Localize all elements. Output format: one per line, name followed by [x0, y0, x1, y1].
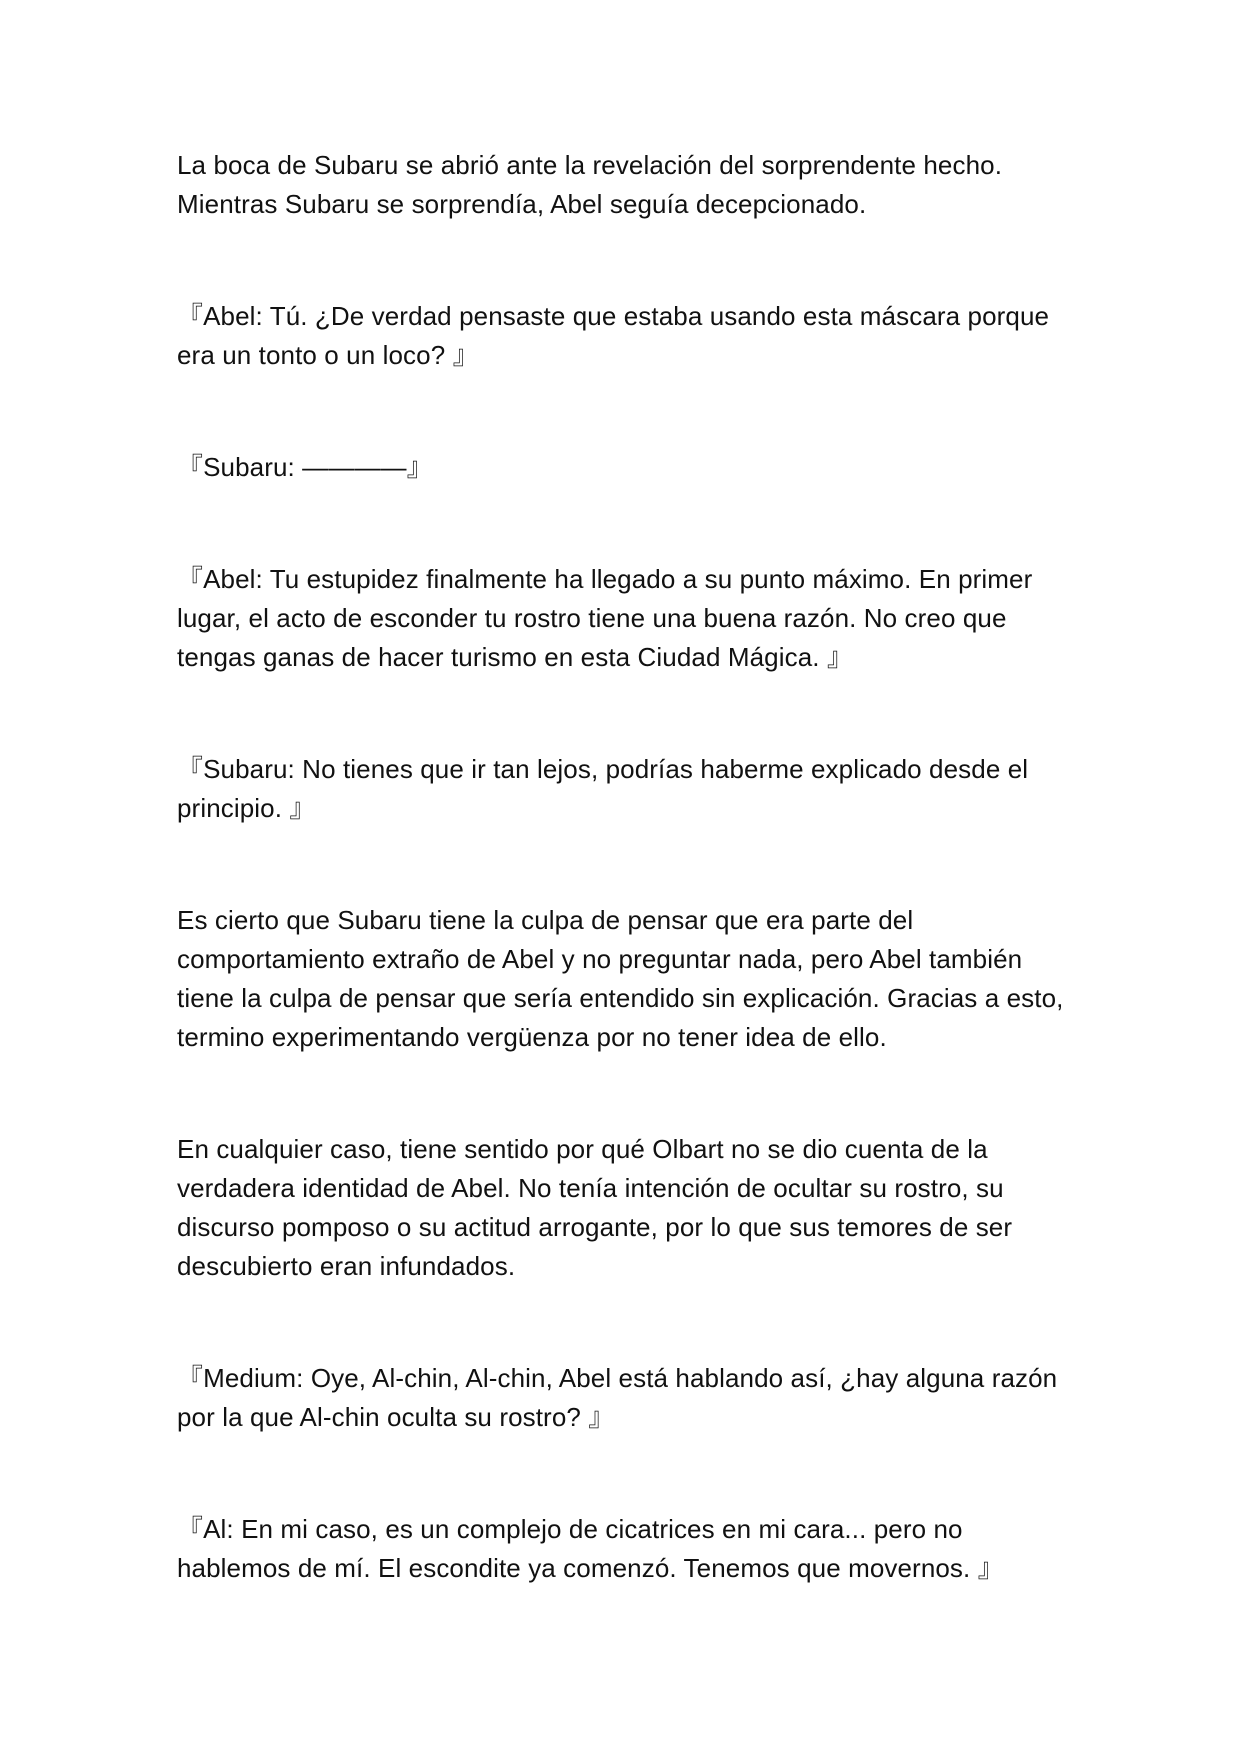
paragraph-spacer: [177, 1286, 1077, 1359]
paragraph-spacer: [177, 1437, 1077, 1510]
paragraph-spacer: [177, 224, 1077, 297]
dialogue-abel: 『Abel: Tú. ¿De verdad pensaste que estaba usando esta máscara porque era un tonto o un loco? 』: [177, 301, 1050, 370]
dialogue-subaru: 『Subaru: No tienes que ir tan lejos, podrías haberme explicado desde el principio. 』: [177, 754, 1029, 823]
dialogue-abel: 『Abel: Tu estupidez finalmente ha llegado a su punto máximo. En primer lugar, el acto de esconder tu rostro tiene una buena razón. No creo que tengas ganas de hacer turismo en esta Ciudad Mágica. 』: [177, 564, 1033, 672]
dialogue-al: 『Al: En mi caso, es un complejo de cicatrices en mi cara... pero no hablemos de mí. El escondite ya comenzó. Tenemos que movernos. 』: [177, 1514, 1004, 1583]
paragraph-spacer: [177, 828, 1077, 901]
narration-paragraph: Es cierto que Subaru tiene la culpa de pensar que era parte del comportamiento extraño de Abel y no preguntar nada, pero Abel también tiene la culpa de pensar que sería entendido sin explicación. Gracias a esto, termino experimentando vergüenza por no tener idea de ello.: [177, 905, 1064, 1052]
dialogue-medium: 『Medium: Oye, Al-chin, Al-chin, Abel está hablando así, ¿hay alguna razón por la que Al-chin oculta su rostro? 』: [177, 1363, 1058, 1432]
paragraph-spacer: [177, 375, 1077, 448]
paragraph-spacer: [177, 487, 1077, 560]
narration-paragraph: La boca de Subaru se abrió ante la revelación del sorprendente hecho. Mientras Subaru se sorprendía, Abel seguía decepcionado.: [177, 150, 1003, 219]
narration-paragraph: En cualquier caso, tiene sentido por qué Olbart no se dio cuenta de la verdadera identidad de Abel. No tenía intención de ocultar su rostro, su discurso pomposo o su actitud arrogante, por lo que sus temores de ser descubierto eran infundados.: [177, 1134, 1013, 1281]
text-column: [177, 146, 1077, 1588]
paragraph-spacer: [177, 677, 1077, 750]
dialogue-subaru: 『Subaru: ————』: [177, 452, 433, 482]
paragraph-spacer: [177, 1057, 1077, 1130]
